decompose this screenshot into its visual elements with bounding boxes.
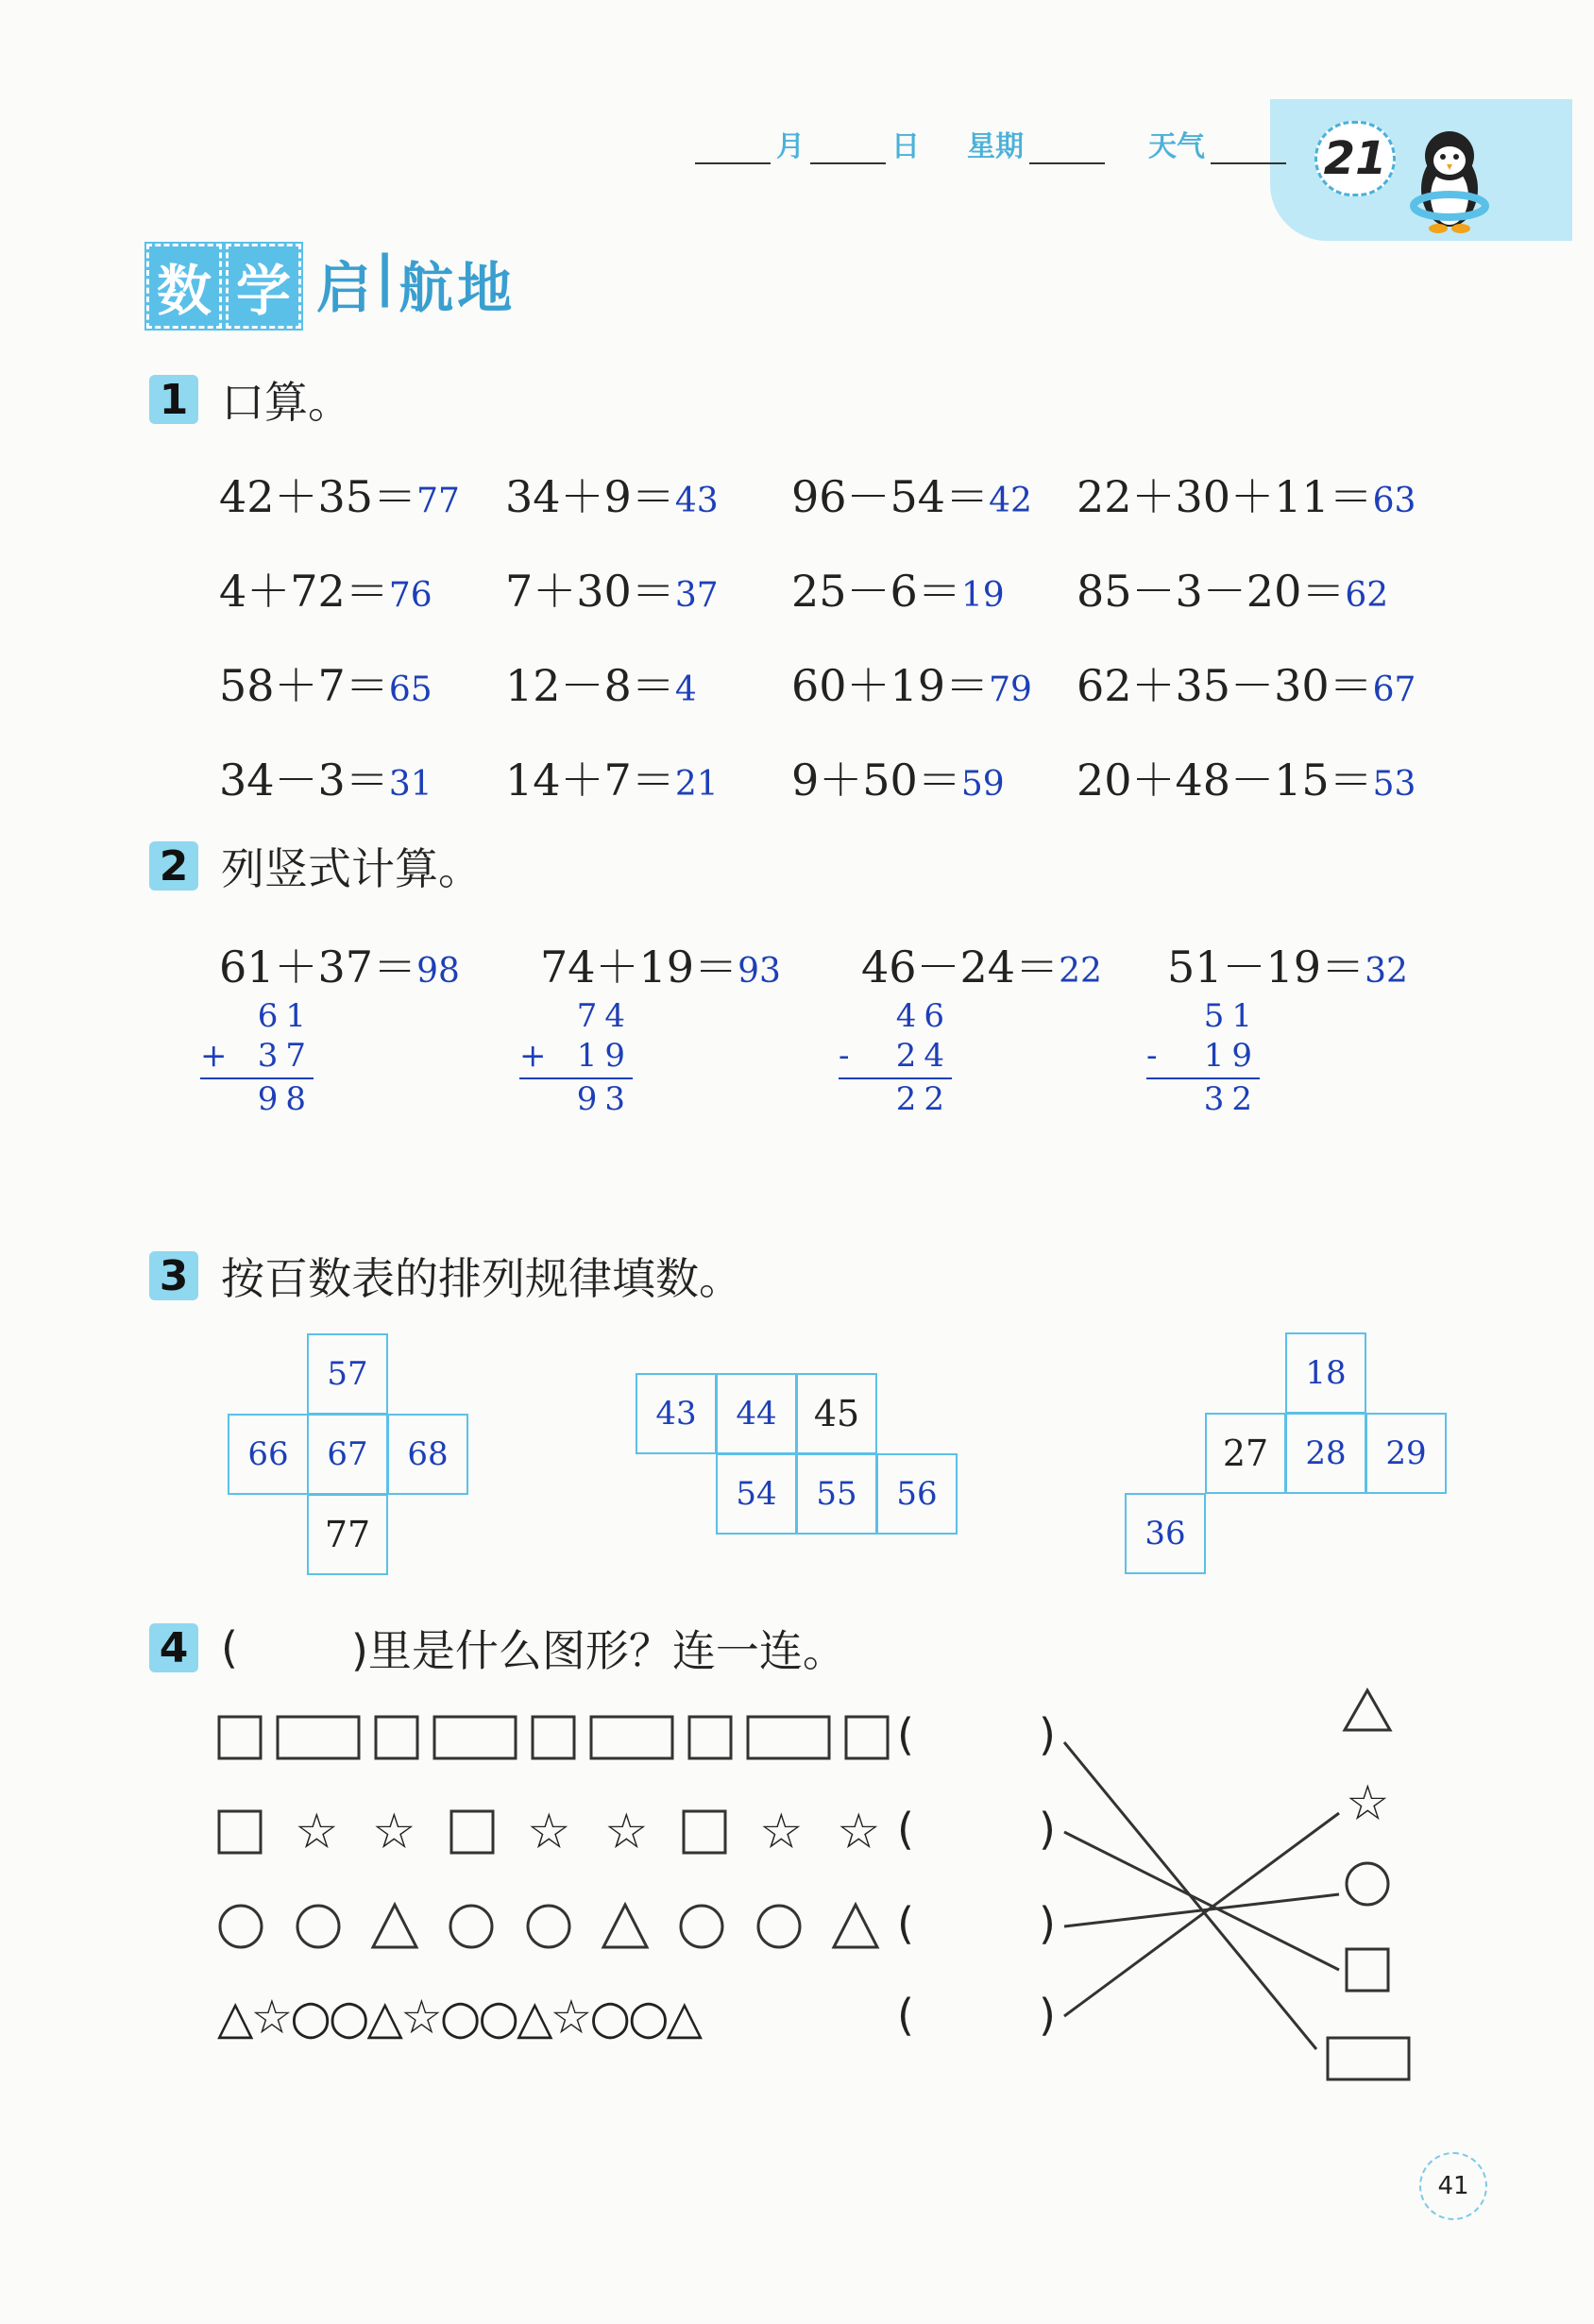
row2-paren-open: ( — [897, 1804, 914, 1855]
oral-answer[interactable]: 62 — [1345, 576, 1389, 615]
vertical-calc-work — [519, 996, 633, 1119]
section-4-label: )里是什么图形？连一连。 — [350, 1625, 846, 1676]
match-line-4 — [1064, 1813, 1339, 2016]
vertical-question: 74＋19＝ — [540, 941, 738, 992]
section-title: 数 学 启 | 航 地 — [146, 244, 512, 329]
vertical-question: 46－24＝ — [861, 941, 1060, 992]
oral-question: 22＋30＋11＝ — [1077, 471, 1373, 522]
row1-square-1 — [219, 1717, 261, 1758]
title-char-1: 数 — [146, 244, 222, 329]
row2-star-6: ☆ — [837, 1804, 881, 1860]
oral-answer[interactable]: 63 — [1372, 482, 1416, 520]
oral-question: 9＋50＝ — [791, 755, 961, 806]
grid2-cell-45: 45 — [796, 1373, 877, 1454]
vertical-result[interactable]: 98 — [257, 1080, 314, 1118]
month-blank[interactable] — [695, 134, 771, 164]
lesson-number-badge: 21 — [1314, 121, 1396, 196]
row2-square-3 — [684, 1811, 725, 1853]
weekday-label: 星期 — [967, 130, 1024, 163]
grid1-cell-66[interactable]: 66 — [228, 1414, 309, 1495]
vertical-top-number: 46 — [895, 997, 952, 1035]
row4-shape-sequence: △☆○○△☆○○△☆○○△ — [217, 1990, 701, 2044]
vertical-top-number: 61 — [257, 997, 314, 1035]
oral-answer[interactable]: 42 — [989, 482, 1032, 520]
weekday-blank[interactable] — [1029, 134, 1105, 164]
match-line-3 — [1064, 1894, 1339, 1926]
oral-answer[interactable]: 67 — [1372, 670, 1416, 709]
vertical-question: 51－19＝ — [1167, 941, 1365, 992]
row2-star-4: ☆ — [604, 1804, 649, 1860]
vertical-answer[interactable]: 93 — [738, 952, 781, 991]
answer-star: ☆ — [1346, 1775, 1390, 1832]
row3-triangle-3 — [834, 1905, 877, 1947]
row2-paren-close: ) — [1039, 1804, 1056, 1855]
grid3-cell-27: 27 — [1205, 1413, 1286, 1494]
oral-answer[interactable]: 37 — [674, 576, 719, 615]
oral-question: 62＋35－30＝ — [1077, 660, 1373, 711]
section-2-heading — [149, 835, 482, 897]
oral-equation — [791, 746, 1005, 808]
row1-square-4 — [689, 1717, 731, 1758]
day-blank[interactable] — [810, 134, 886, 164]
row1-square-5 — [846, 1717, 888, 1758]
oral-equation — [219, 557, 432, 619]
penguin-icon — [1407, 123, 1492, 236]
row1-rect-4 — [748, 1717, 829, 1758]
oral-equation — [1077, 463, 1416, 525]
oral-question: 58＋7＝ — [219, 660, 389, 711]
row3-circle-4 — [528, 1906, 569, 1947]
row2-star-1: ☆ — [295, 1804, 339, 1860]
row2-star-5: ☆ — [759, 1804, 804, 1860]
row3-triangle-2 — [603, 1905, 647, 1947]
oral-answer[interactable]: 79 — [989, 670, 1032, 709]
row3-circle-2 — [297, 1906, 339, 1947]
vertical-bottom-number: 19 — [1203, 1037, 1260, 1075]
oral-question: 85－3－20＝ — [1077, 566, 1346, 617]
oral-question: 60＋19＝ — [791, 660, 990, 711]
oral-equation — [505, 652, 697, 714]
grid2-cell-54[interactable]: 54 — [716, 1453, 797, 1535]
oral-answer[interactable]: 19 — [960, 576, 1005, 615]
answer-square — [1347, 1949, 1388, 1991]
oral-equation — [791, 652, 1032, 714]
oral-question: 12－8＝ — [505, 660, 675, 711]
answer-circle — [1347, 1863, 1388, 1905]
row2-square-1 — [219, 1811, 261, 1853]
grid1-cell-68[interactable]: 68 — [387, 1414, 468, 1495]
vertical-result[interactable]: 93 — [576, 1080, 633, 1118]
oral-answer[interactable]: 59 — [960, 765, 1005, 804]
oral-equation — [791, 463, 1032, 525]
row1-rect-3 — [591, 1717, 672, 1758]
month-label: 月 — [776, 130, 805, 163]
grid1-cell-67[interactable]: 67 — [307, 1414, 388, 1495]
oral-answer[interactable]: 43 — [674, 482, 719, 520]
oral-equation — [219, 463, 460, 525]
oral-equation — [791, 557, 1005, 619]
section-4-heading — [149, 1617, 846, 1679]
vertical-bottom-number: 19 — [576, 1037, 633, 1075]
oral-question: 7＋30＝ — [505, 566, 675, 617]
vertical-top-number: 51 — [1203, 997, 1260, 1035]
grid2-cell-56[interactable]: 56 — [876, 1453, 958, 1535]
grid1-cell-77: 77 — [307, 1494, 388, 1575]
vertical-answer[interactable]: 32 — [1365, 952, 1408, 991]
row2-star-3: ☆ — [527, 1804, 571, 1860]
oral-equation — [1077, 746, 1416, 808]
oral-answer[interactable]: 76 — [388, 576, 432, 615]
vertical-answer[interactable]: 22 — [1059, 952, 1102, 991]
vertical-answer[interactable]: 98 — [416, 952, 460, 991]
oral-equation — [505, 746, 719, 808]
row1-square-2 — [376, 1717, 417, 1758]
row3-triangle-1 — [373, 1905, 416, 1947]
row3-circle-1 — [220, 1906, 262, 1947]
grid2-cell-44[interactable]: 44 — [716, 1373, 797, 1454]
row1-paren-open: ( — [897, 1709, 914, 1760]
answer-triangle — [1345, 1690, 1390, 1730]
row3-circle-5 — [681, 1906, 722, 1947]
vertical-result[interactable]: 32 — [1203, 1080, 1260, 1118]
oral-answer[interactable]: 53 — [1372, 765, 1416, 804]
row1-square-3 — [533, 1717, 574, 1758]
section-1-label: 口算。 — [221, 377, 351, 428]
grid1-cell-57[interactable]: 57 — [307, 1333, 388, 1415]
row4-paren-open: ( — [897, 1990, 914, 2041]
oral-equation — [505, 463, 719, 525]
oral-answer[interactable]: 77 — [416, 482, 460, 520]
oral-equation — [219, 746, 432, 808]
grid3-cell-28[interactable]: 28 — [1285, 1413, 1366, 1494]
section-3-number: 3 — [149, 1251, 198, 1300]
grid3-cell-29[interactable]: 29 — [1365, 1413, 1447, 1494]
oral-equation — [1077, 557, 1388, 619]
answer-rectangle — [1328, 2038, 1409, 2079]
oral-equation — [505, 557, 719, 619]
vertical-equation — [219, 933, 460, 995]
oral-question: 34－3＝ — [219, 755, 389, 806]
vertical-calc-work — [839, 996, 952, 1119]
oral-question: 20＋48－15＝ — [1077, 755, 1373, 806]
vertical-operator: + — [200, 1037, 235, 1075]
grid3-cell-18[interactable]: 18 — [1285, 1332, 1366, 1414]
section-1-number: 1 — [149, 375, 198, 424]
vertical-result[interactable]: 22 — [895, 1080, 952, 1118]
row1-paren-close: ) — [1039, 1709, 1056, 1760]
oral-question: 34＋9＝ — [505, 471, 675, 522]
section-2-number: 2 — [149, 841, 198, 891]
section-2-label: 列竖式计算。 — [221, 843, 482, 894]
row1-rect-1 — [278, 1717, 359, 1758]
row3-circle-3 — [450, 1906, 492, 1947]
oral-answer[interactable]: 31 — [388, 765, 432, 804]
page-number: 41 — [1419, 2152, 1487, 2220]
section-4-number: 4 — [149, 1623, 198, 1672]
vertical-equation — [540, 933, 781, 995]
vertical-calc-work — [1146, 996, 1260, 1119]
grid3-cell-36[interactable]: 36 — [1125, 1493, 1206, 1574]
title-char-4: 航 — [398, 256, 454, 320]
section-3-heading — [149, 1245, 742, 1307]
oral-question: 4＋72＝ — [219, 566, 389, 617]
oral-question: 42＋35＝ — [219, 471, 417, 522]
row2-square-2 — [451, 1811, 493, 1853]
vertical-calc-work — [200, 996, 314, 1119]
match-line-2 — [1064, 1832, 1339, 1970]
title-char-2: 学 — [226, 244, 301, 329]
vertical-bottom-number: 24 — [895, 1037, 952, 1075]
vertical-operator: - — [1146, 1037, 1165, 1075]
section-4-paren-open: ( — [221, 1622, 238, 1673]
row3-paren-open: ( — [897, 1898, 914, 1949]
row1-rect-2 — [434, 1717, 516, 1758]
row4-paren-close: ) — [1039, 1990, 1056, 2041]
oral-equation — [1077, 652, 1416, 714]
vertical-bottom-number: 37 — [257, 1037, 314, 1075]
grid2-cell-43[interactable]: 43 — [636, 1373, 717, 1454]
section-3-label: 按百数表的排列规律填数。 — [221, 1253, 742, 1304]
oral-answer[interactable]: 65 — [388, 670, 432, 709]
oral-answer[interactable]: 4 — [674, 670, 697, 709]
grid2-cell-55[interactable]: 55 — [796, 1453, 877, 1535]
title-char-5: 地 — [457, 256, 513, 320]
vertical-operator: + — [519, 1037, 554, 1075]
oral-question: 14＋7＝ — [505, 755, 675, 806]
date-header — [689, 123, 1292, 164]
row3-circle-6 — [758, 1906, 800, 1947]
row3-paren-close: ) — [1039, 1898, 1056, 1949]
weather-label: 天气 — [1148, 130, 1205, 163]
vertical-equation — [861, 933, 1102, 995]
oral-question: 96－54＝ — [791, 471, 990, 522]
vertical-equation — [1167, 933, 1408, 995]
weather-blank[interactable] — [1211, 134, 1286, 164]
section-1-heading — [149, 368, 351, 431]
day-label: 日 — [891, 130, 920, 163]
title-char-3: 启 — [316, 256, 372, 320]
vertical-operator: - — [839, 1037, 857, 1075]
vertical-question: 61＋37＝ — [219, 941, 417, 992]
match-line-1 — [1064, 1742, 1316, 2049]
oral-answer[interactable]: 21 — [674, 765, 719, 804]
oral-question: 25－6＝ — [791, 566, 961, 617]
row2-star-2: ☆ — [372, 1804, 416, 1860]
vertical-top-number: 74 — [576, 997, 633, 1035]
oral-equation — [219, 652, 432, 714]
